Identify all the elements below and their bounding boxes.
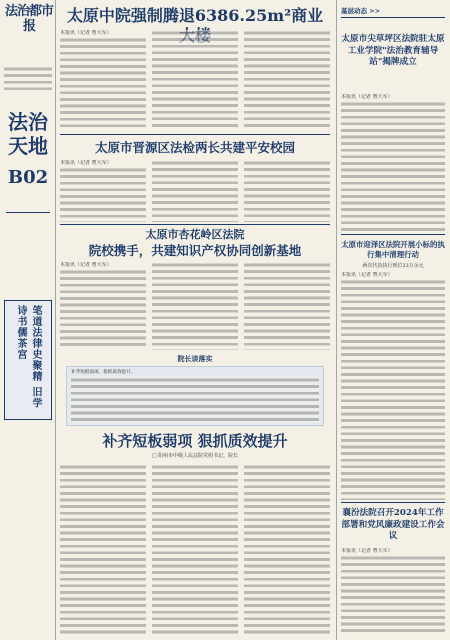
article2-byline: 本报讯（记者 曹大军） [60,160,112,166]
article3-body-col1 [60,262,146,350]
article3-byline: 本报讯（记者 曹大军） [60,262,112,268]
right-column [336,0,448,640]
right-article3-headline: 襄汾法院召开2024年工作部署和党风廉政建设工作会议 [341,508,445,541]
article2-body-col1 [60,160,146,222]
newspaper-logo: 法治都市报 [4,4,53,34]
divider-2 [60,224,330,225]
right-article1-headline: 太原市尖草坪区法院驻太原工业学院"法治教育辅导站"揭牌成立 [341,34,445,67]
editor-note-box [66,366,324,426]
masthead-sublines [4,66,52,94]
right-article2-headline: 太原市迎泽区法院开展小标的执行集中清理行动 [341,240,445,259]
article3-body-col3 [244,262,330,350]
article3-headline-line1: 太原市杏花岭区法院 [145,228,245,241]
right-article2-byline: 本报讯（记者 曹大军） [341,272,393,278]
article4-body-col3 [244,464,330,634]
article1-body-col1 [60,30,146,130]
section-name: 法治天地 [8,110,48,158]
article1-headline: 太原中院强制腾退6386.25m²商业 [66,6,324,25]
right-article2-body [341,272,445,500]
slogan-box [4,300,52,420]
right-article1-byline: 本报讯（记者 曹大军） [341,94,393,100]
article2-body-col3 [244,160,330,222]
article4-subhead: □ 阳州市中级人民法院党组书记、院长 [151,453,239,459]
article3-headline-line2: 院校携手，共建知识产权协同创新基地 [88,243,302,258]
page-code: B02 [7,167,49,188]
right-article3-byline: 本报讯（记者 曹大军） [341,548,393,554]
main-content [60,0,330,640]
article2-body-col2 [152,160,238,222]
article1-body-col2 [152,30,238,130]
right-divider-1 [341,234,445,235]
masthead-column [0,0,56,640]
right-article1-body [341,94,445,232]
slogan-text: 笔道法律史聚精 旧学诗书儒茶宫 [15,305,41,409]
right-article2-subhead: 两次代执执行到位23万余元 [362,263,424,269]
column-header: 基层动态 >> [341,4,445,18]
article4-headline: 补齐短板弱项 狠抓质效提升 [102,432,288,450]
article1-byline: 本报讯（记者 曹大军） [60,30,112,36]
article4-body-col2 [152,464,238,634]
article2-headline: 太原市晋源区法检两长共建平安校园 [94,140,295,155]
masthead-imprint [4,520,52,630]
editor-note-title: 院长谈落实 [177,354,213,363]
masthead-divider [6,212,50,213]
article1-body-col3 [244,30,330,130]
right-article3-body [341,548,445,634]
article3-body-col2 [152,262,238,350]
divider-1 [60,134,330,135]
right-divider-2 [341,502,445,503]
editor-note-body: 补齐短板弱项，狠抓质效提升。 [71,370,136,375]
article4-body-col1 [60,464,146,634]
